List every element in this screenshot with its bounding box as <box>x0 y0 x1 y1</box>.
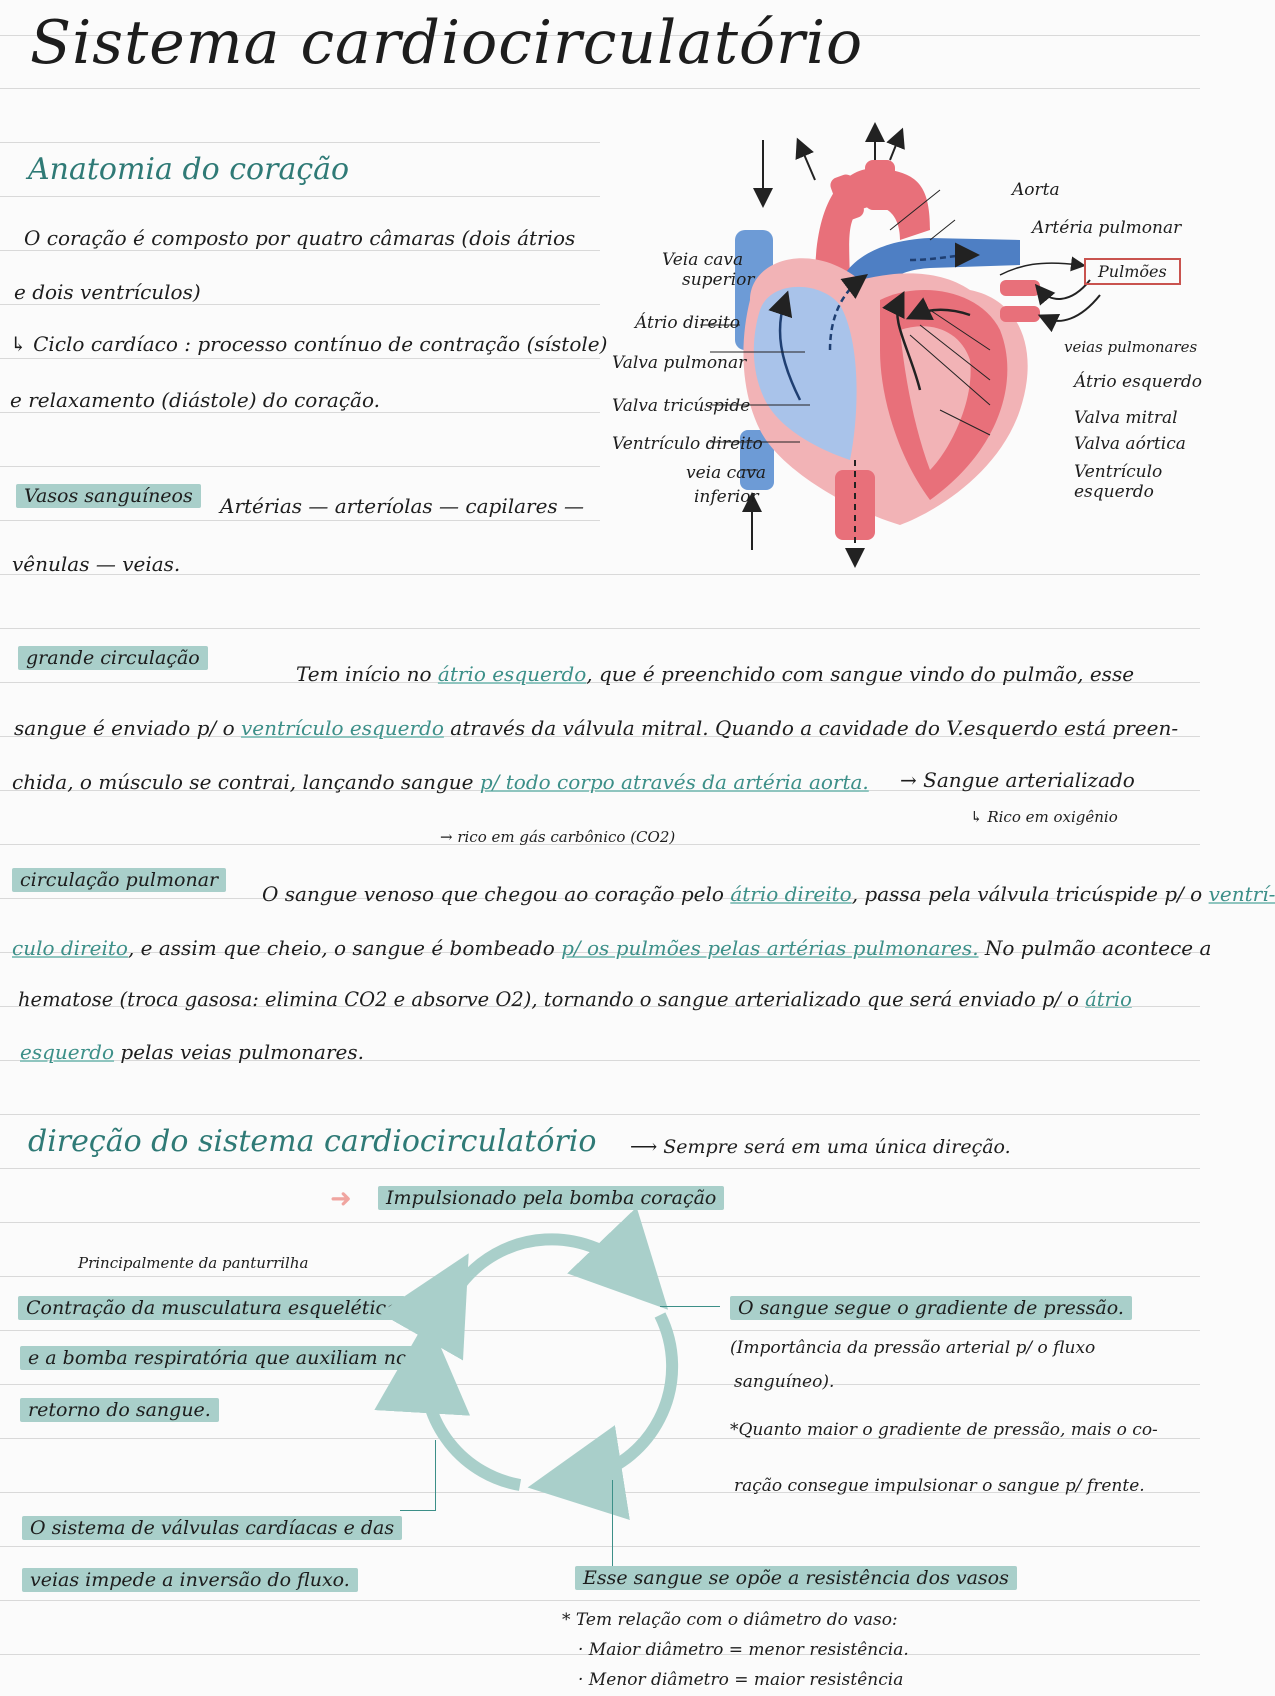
flow-arrow-icon <box>1040 280 1090 299</box>
note-menor-diametro: · Menor diâmetro = maior resistência <box>578 1670 904 1690</box>
label-ventriculo-esquerdo: Ventrículo <box>1074 462 1163 482</box>
leader-line <box>930 220 955 240</box>
term-atrio: átrio <box>1085 988 1132 1011</box>
connector-line <box>660 1306 720 1307</box>
highlight-gradiente: O sangue segue o gradiente de pressão. <box>730 1296 1132 1320</box>
ruled-line <box>0 1600 1200 1601</box>
term-atrio-esquerdo: átrio esquerdo <box>437 662 587 686</box>
pulmonar-text-line: O sangue venoso que chegou ao coração pelo átrio direito, passa pela válvula tricúspide p/ o ventrí- <box>262 882 1275 906</box>
cardiac-cycle-line <box>10 332 607 356</box>
note-rico-oxigenio: ↳ Rico em oxigênio <box>970 808 1118 826</box>
label-atrio-esquerdo: Átrio esquerdo <box>1074 372 1202 392</box>
term-ventriculo-esquerdo: ventrículo esquerdo <box>240 716 444 740</box>
label-aorta: Aorta <box>1012 180 1060 200</box>
section-heading-anatomia: Anatomia do coração <box>28 152 350 187</box>
ruled-line <box>0 412 600 413</box>
ruled-line <box>0 1546 1200 1547</box>
label-valva-mitral: Valva mitral <box>1074 408 1178 428</box>
label-valva-pulmonar: Valva pulmonar <box>612 353 747 373</box>
label-atrio-direito: Átrio direito <box>635 313 741 333</box>
note-unica-direcao: ⟶ Sempre será em uma única direção. <box>630 1136 1011 1158</box>
note-maior-diametro: · Maior diâmetro = menor resistência. <box>578 1640 909 1660</box>
highlight-valvulas: O sistema de válvulas cardíacas e das <box>22 1516 402 1540</box>
cardiac-cycle-line: e relaxamento (diástole) do coração. <box>10 388 380 412</box>
ruled-line <box>0 88 1200 89</box>
highlight-tag-vasos: Vasos sanguíneos <box>16 484 201 508</box>
cycle-arrow-icon <box>425 1365 520 1485</box>
ruled-line <box>0 250 600 251</box>
label-vena-cava-inferior: veia cava <box>686 463 767 483</box>
cycle-arrow-icon <box>460 1239 635 1285</box>
term-arterias-pulmonares: p/ os pulmões pelas artérias pulmonares. <box>561 936 979 960</box>
note-panturrilha: Principalmente da panturrilha <box>78 1254 309 1272</box>
ruled-line <box>0 1168 1200 1169</box>
ruled-line <box>0 1114 1200 1115</box>
cardiac-cycle-text: Ciclo cardíaco : processo contínuo de contração (sístole) <box>33 332 608 356</box>
ruled-line <box>0 520 600 521</box>
grande-text-line: sangue é enviado p/ o ventrículo esquerdo através da válvula mitral. Quando a cavidade do V.esquerdo está preen- <box>14 716 1179 740</box>
ruled-line <box>0 142 600 143</box>
pulmonar-text-line: esquerdo pelas veias pulmonares. <box>20 1040 364 1064</box>
pulmonary-vein <box>1000 280 1040 296</box>
highlight-retorno: retorno do sangue. <box>20 1398 219 1422</box>
anatomy-text-line: e dois ventrículos) <box>14 280 201 304</box>
grande-text-line: chida, o músculo se contrai, lançando sangue p/ todo corpo através da artéria aorta. <box>12 770 869 794</box>
highlight-tag-grande-circulacao: grande circulação <box>18 646 208 670</box>
vessels-sequence: Artérias — arteríolas — capilares — <box>220 494 585 518</box>
flow-arrow-icon <box>800 145 815 180</box>
arrow-right-icon: → <box>900 768 924 792</box>
label-veias-pulmonares: veias pulmonares <box>1064 338 1198 356</box>
ruled-line <box>0 628 1200 629</box>
pulmonar-text-line: hematose (troca gasosa: elimina CO2 e absorve O2), tornando o sangue arterializado que será enviado p/ o átrio <box>18 988 1132 1011</box>
ruled-line <box>0 304 600 305</box>
ruled-line <box>0 358 600 359</box>
anatomy-text-line: O coração é composto por quatro câmaras (dois átrios <box>24 226 576 250</box>
hook-arrow-icon: ↳ <box>970 808 988 826</box>
label-valva-aortica: Valva aórtica <box>1074 434 1186 454</box>
arrow-right-icon: ➜ <box>330 1184 352 1214</box>
arrow-right-icon: ⟶ <box>630 1136 664 1158</box>
label-vena-cava-superior: superior <box>682 270 755 290</box>
note-rico-co2: → rico em gás carbônico (CO2) <box>440 828 676 846</box>
label-vena-cava-inferior: inferior <box>694 487 759 507</box>
connector-line <box>612 1480 613 1570</box>
grande-text-line: Tem início no átrio esquerdo, que é preenchido com sangue vindo do pulmão, esse <box>296 662 1135 686</box>
vessels-sequence: vênulas — veias. <box>12 552 181 576</box>
note-gradiente: ração consegue impulsionar o sangue p/ frente. <box>734 1476 1145 1496</box>
flow-arrow-icon <box>890 135 900 160</box>
term-atrio-direito: átrio direito <box>730 882 852 906</box>
ruled-line <box>0 466 600 467</box>
section-heading-direcao: direção do sistema cardiocirculatório <box>28 1124 597 1159</box>
label-valva-tricuspide: Valva tricúspide <box>612 396 751 416</box>
highlight-tag-circulacao-pulmonar: circulação pulmonar <box>12 868 226 892</box>
pulmonary-vein <box>1000 306 1040 322</box>
aorta-branch <box>865 160 895 210</box>
cycle-arrow-icon <box>575 1315 672 1480</box>
lungs-box: Pulmões <box>1084 258 1181 285</box>
hook-arrow-icon: ↳ <box>10 332 34 356</box>
label-vena-cava-superior: Veia cava <box>662 250 744 270</box>
term-esquerdo: esquerdo <box>20 1040 115 1064</box>
highlight-musculatura: Contração da musculatura esquelética <box>18 1296 405 1320</box>
highlight-resistencia: Esse sangue se opõe a resistência dos vasos <box>575 1566 1017 1590</box>
label-ventriculo-direito: Ventrículo direito <box>612 434 763 454</box>
circulation-cycle-diagram <box>400 1225 700 1515</box>
note-sangue-arterializado: → Sangue arterializado <box>900 768 1135 792</box>
connector-line <box>400 1510 436 1511</box>
ruled-line <box>0 1222 1200 1223</box>
term-ventriculo-direito: culo direito <box>12 936 128 960</box>
note-pressao-arterial: (Importância da pressão arterial p/ o fluxo <box>730 1338 1096 1358</box>
highlight-inversao: veias impede a inversão do fluxo. <box>22 1568 358 1592</box>
page-title: Sistema cardiocirculatório <box>30 8 864 78</box>
label-arteria-pulmonar: Artéria pulmonar <box>1032 218 1182 238</box>
ruled-line <box>0 196 600 197</box>
cycle-arrow-icon <box>430 1295 445 1355</box>
pulmonar-text-line: culo direito, e assim que cheio, o sangue é bombeado p/ os pulmões pelas artérias pulmonares. No pulmão acontece a <box>12 936 1212 960</box>
highlight-tag-impulsionado: Impulsionado pela bomba coração <box>378 1186 724 1210</box>
connector-line <box>435 1440 436 1510</box>
note-pressao-arterial: sanguíneo). <box>734 1372 835 1392</box>
label-ventriculo-esquerdo: esquerdo <box>1074 482 1154 502</box>
highlight-bomba-respiratoria: e a bomba respiratória que auxiliam no <box>20 1346 415 1370</box>
term-arteria-aorta: p/ todo corpo através da artéria aorta. <box>479 770 869 794</box>
term-ventriculo: ventrí- <box>1208 882 1275 906</box>
arrow-right-icon: → <box>440 828 458 846</box>
note-diametro: * Tem relação com o diâmetro do vaso: <box>562 1610 898 1630</box>
note-gradiente: *Quanto maior o gradiente de pressão, mais o co- <box>730 1420 1158 1440</box>
